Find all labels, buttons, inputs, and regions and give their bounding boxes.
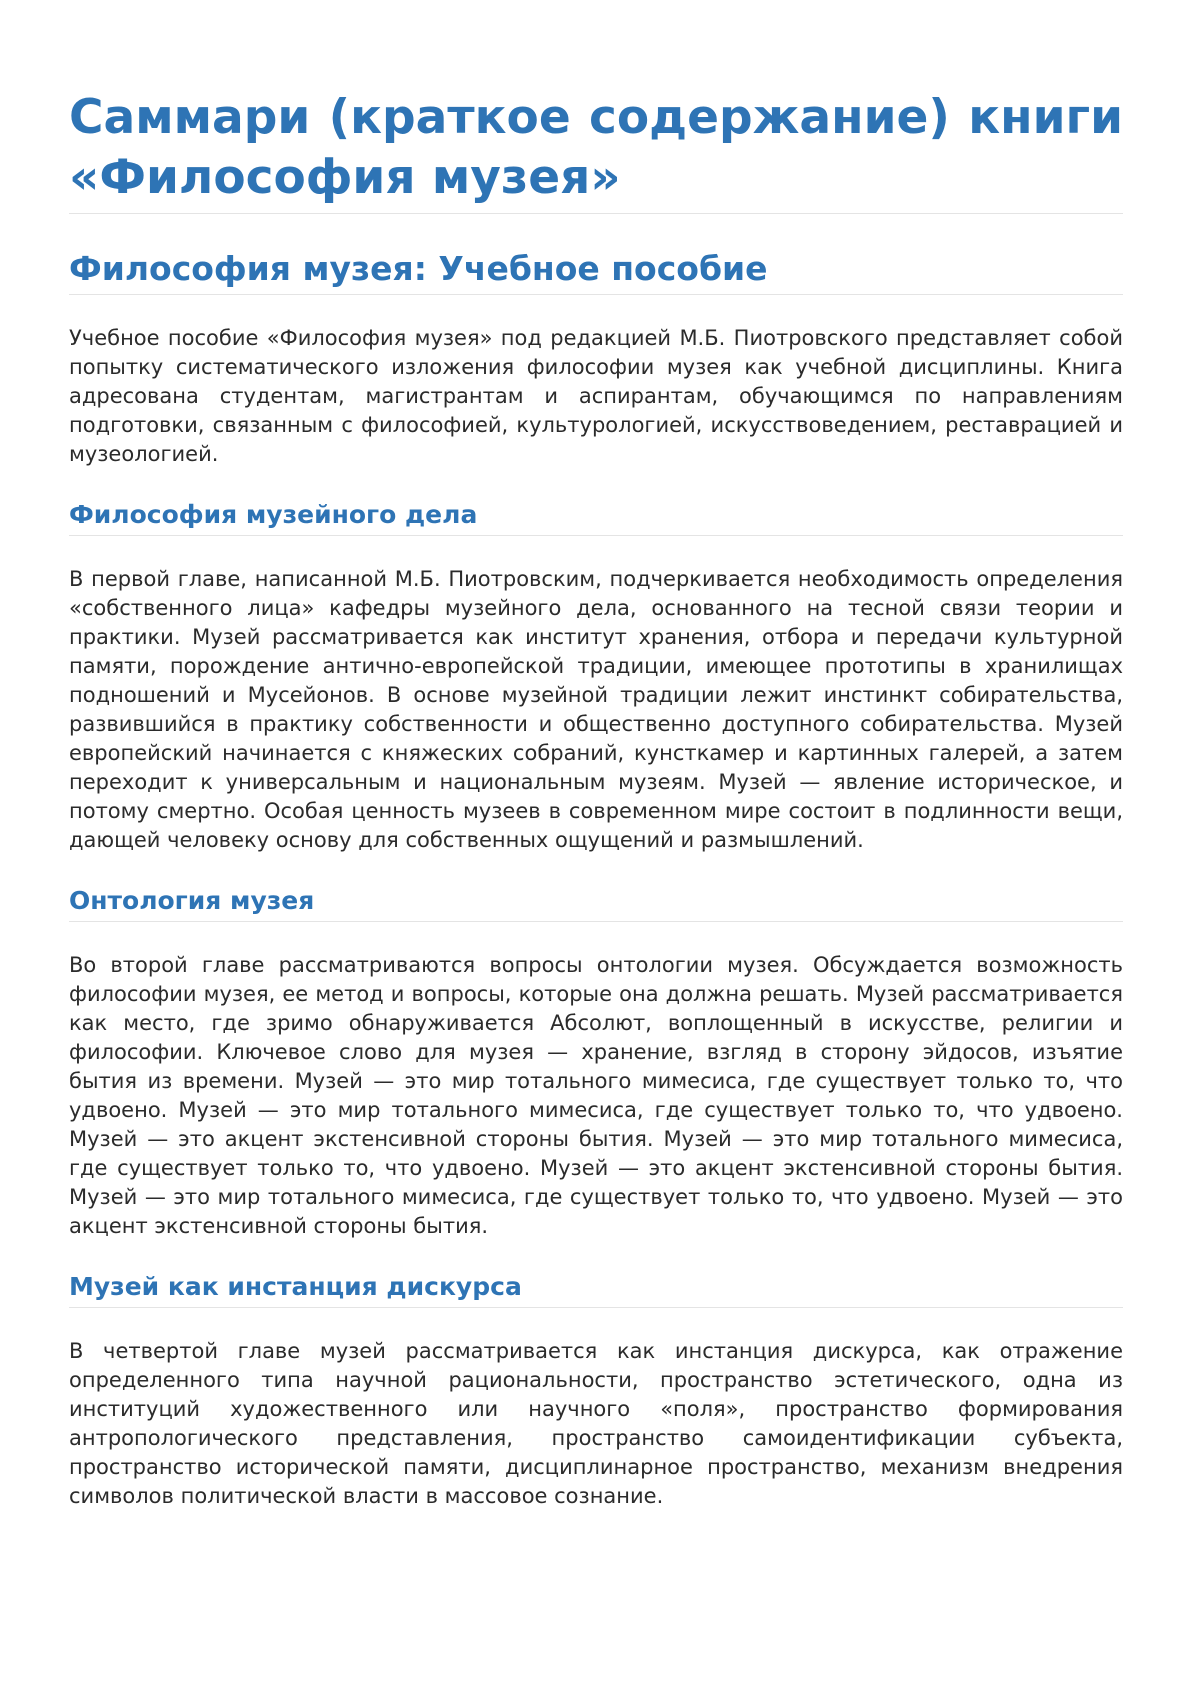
section-paragraph: В четвертой главе музей рассматривается как инстанция дискурса, как отражение определенного типа научной рациональности, пространство эстетического, одна из институций художественного или научного «поля», пространство формирования антропологического представления, пространство самоидентификации субъекта, пространство исторической памяти, дисциплинарное пространство, механизм внедрения символов политической власти в массовое сознание.: [69, 1339, 1123, 1508]
section-heading: Онтология музея: [69, 885, 1123, 922]
section-discourse: [69, 1271, 1123, 1511]
document-subtitle: Философия музея: Учебное пособие: [69, 249, 1123, 295]
document-page: [69, 88, 1123, 1511]
document-title: Саммари (краткое содержание) книги «Философия музея»: [69, 88, 1123, 214]
section-paragraph: В первой главе, написанной М.Б. Пиотровским, подчеркивается необходимость определения «собственного лица» кафедры музейного дела, основанного на тесной связи теории и практики. Музей рассматривается как институт хранения, отбора и передачи культурной памяти, порождение антично-европейской традиции, имеющее прототипы в хранилищах подношений и Мусейонов. В основе музейной традиции лежит инстинкт собирательства, развившийся в практику собственности и общественно доступного собирательства. Музей европейский начинается с княжеских собраний, кунсткамер и картинных галерей, а затем переходит к универсальным и национальным музеям. Музей — явление историческое, и потому смертно. Особая ценность музеев в современном мире состоит в подлинности вещи, дающей человеку основу для собственных ощущений и размышлений.: [69, 567, 1123, 852]
section-paragraph: Во второй главе рассматриваются вопросы онтологии музея. Обсуждается возможность философии музея, ее метод и вопросы, которые она должна решать. Музей рассматривается как место, где зримо обнаруживается Абсолют, воплощенный в искусстве, религии и философии. Ключевое слово для музея — хранение, взгляд в сторону эйдосов, изъятие бытия из времени. Музей — это мир тотального мимесиса, где существует только то, что удвоено. Музей — это мир тотального мимесиса, где существует только то, что удвоено. Музей — это акцент экстенсивной стороны бытия. Музей — это мир тотального мимесиса, где существует только то, что удвоено. Музей — это акцент экстенсивной стороны бытия. Музей — это мир тотального мимесиса, где существует только то, что удвоено. Музей — это акцент экстенсивной стороны бытия.: [69, 953, 1123, 1238]
section-heading: Философия музейного дела: [69, 499, 1123, 536]
section-heading: Музей как инстанция дискурса: [69, 1271, 1123, 1308]
section-ontology: [69, 885, 1123, 1241]
section-museum-affairs: [69, 499, 1123, 855]
intro-paragraph: Учебное пособие «Философия музея» под редакцией М.Б. Пиотровского представляет собой попытку систематического изложения философии музея как учебной дисциплины. Книга адресована студентам, магистрантам и аспирантам, обучающимся по направлениям подготовки, связанным с философией, культурологией, искусствоведением, реставрацией и музеологией.: [69, 326, 1123, 466]
